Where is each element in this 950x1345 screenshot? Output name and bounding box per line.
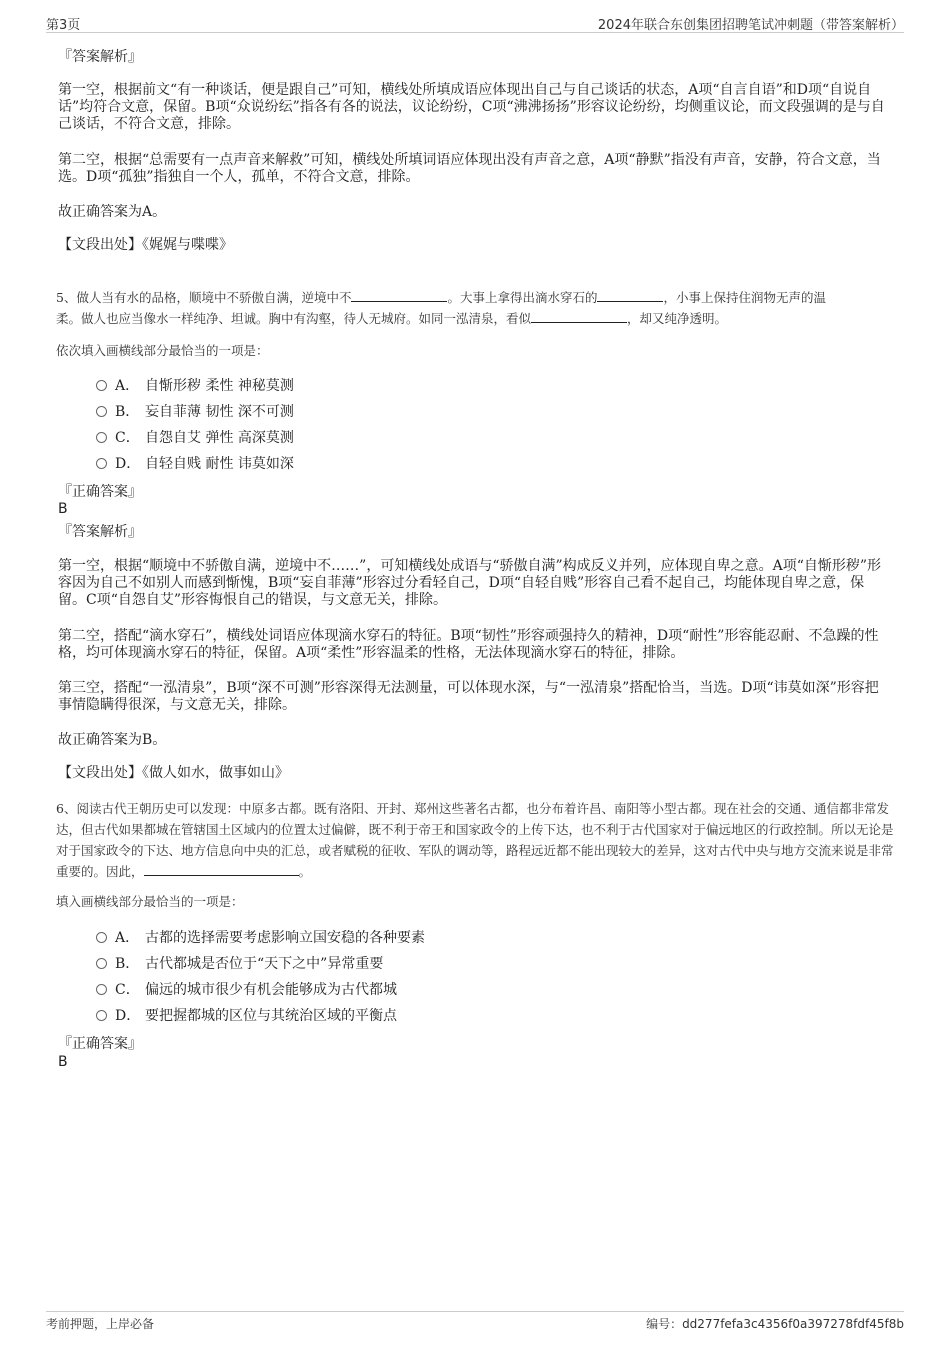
q5-analysis-p2: 第二空，搭配“滴水穿石”，横线处词语应体现滴水穿石的特征。B项“韧性”形容顽强持久的精神，D项“耐性”形容能忍耐、不急躁的性格，均可体现滴水穿石的特征，保留。A项“柔性”形容温柔的性格，无法体现滴水穿石的特征，排除。 <box>58 628 879 661</box>
q4-analysis-p2: 第二空，根据“总需要有一点声音来解救”可知，横线处所填词语应体现出没有声音之意，A项“静默”指没有声音，安静，符合文意，当选。D项“孤独”指独自一个人，孤单，不符合文意，排除。 <box>58 152 881 185</box>
q5-instruction: 依次填入画横线部分最恰当的一项是： <box>56 343 269 358</box>
radio-icon[interactable] <box>96 1010 107 1021</box>
document-title: 2024年联合东创集团招聘笔试冲刺题（带答案解析） <box>597 18 904 33</box>
page-footer <box>46 1311 904 1332</box>
radio-icon[interactable] <box>96 432 107 443</box>
page-number: 第3页 <box>46 18 81 33</box>
q5-option-d[interactable]: D． 自轻自贱 耐性 讳莫如深 <box>96 455 294 473</box>
q4-conclusion: 故正确答案为A。 <box>58 204 167 220</box>
q6-option-a[interactable]: A． 古都的选择需要考虑影响立国安稳的各种要素 <box>96 929 425 947</box>
q5-blank-3 <box>531 310 627 323</box>
q5-blank-1 <box>351 289 447 302</box>
q5-blank-2 <box>597 289 663 302</box>
q5-conclusion: 故正确答案为B。 <box>58 732 167 748</box>
q6-correct-label: 『正确答案』 <box>58 1036 142 1052</box>
q5-option-c[interactable]: C． 自怨自艾 弹性 高深莫测 <box>96 429 294 447</box>
q6-stem: 6、阅读古代王朝历史可以发现：中原多古都。既有洛阳、开封、郑州这些著名古都，也分布着许昌、南阳等小型古都。现在社会的交通、通信都非常发达，但古代如果都城在管辖国土区域内的位置太过偏僻，既不利于帝王和国家政令的上传下达，也不利于古代国家对于偏远地区的行政控制。所以无论是对于国家政令的下达、地方信息向中央的汇总，或者赋税的征收、军队的调动等，路程远近都不能出现较大的差异，这对古代中央与地方交流来说是非常重要的。因此， 。 <box>56 801 894 879</box>
q5-analysis-p3: 第三空，搭配“一泓清泉”，B项“深不可测”形容深得无法测量，可以体现水深，与“一泓清泉”搭配恰当，当选。D项“讳莫如深”形容把事情隐瞒得很深，与文意无关，排除。 <box>58 680 879 713</box>
q5-analysis-p1: 第一空，根据“顺境中不骄傲自满，逆境中不……”，可知横线处成语与“骄傲自满”构成反义并列，应体现自卑之意。A项“自惭形秽”形容因为自己不如别人而感到惭愧，B项“妄自菲薄”形容过分看轻自己，D项“自轻自贱”形容自己看不起自己，均能体现自卑之意，保留。C项“自怨自艾”形容悔恨自己的错误，与文意无关，排除。 <box>58 558 882 608</box>
q5-correct-answer: B <box>58 501 68 517</box>
radio-icon[interactable] <box>96 984 107 995</box>
q5-option-b[interactable]: B． 妄自菲薄 韧性 深不可测 <box>96 403 294 421</box>
q6-option-b[interactable]: B． 古代都城是否位于“天下之中”异常重要 <box>96 955 383 973</box>
document-code: 编号：dd277fefa3c4356f0a397278fdf45f8b <box>646 1317 904 1331</box>
q6-correct-answer: B <box>58 1054 68 1070</box>
q5-source: 【文段出处】《做人如水，做事如山》 <box>58 765 289 781</box>
q4-analysis-p1: 第一空，根据前文“有一种谈话，便是跟自己”可知，横线处所填成语应体现出自己与自己谈话的状态，A项“自言自语”和D项“自说自话”均符合文意，保留。B项“众说纷纭”指各有各的说法，议论纷纷，C项“沸沸扬扬”形容议论纷纷，均侧重议论，而文段强调的是与自己谈话，不符合文意，排除。 <box>58 82 885 132</box>
q5-analysis-label: 『答案解析』 <box>58 524 142 540</box>
q4-analysis-label: 『答案解析』 <box>58 49 142 65</box>
footer-slogan: 考前押题，上岸必备 <box>46 1317 155 1331</box>
q6-instruction: 填入画横线部分最恰当的一项是： <box>56 894 244 909</box>
radio-icon[interactable] <box>96 958 107 969</box>
radio-icon[interactable] <box>96 380 107 391</box>
q6-blank <box>144 863 299 876</box>
q5-option-a[interactable]: A． 自惭形秽 柔性 神秘莫测 <box>96 377 294 395</box>
q5-correct-label: 『正确答案』 <box>58 484 142 500</box>
q4-source: 【文段出处】《娓娓与喋喋》 <box>58 237 233 253</box>
q6-option-c[interactable]: C． 偏远的城市很少有机会能够成为古代都城 <box>96 981 397 999</box>
radio-icon[interactable] <box>96 932 107 943</box>
q5-stem: 5、做人当有水的品格，顺境中不骄傲自满，逆境中不 。大事上拿得出滴水穿石的 ，小事上保持住润物无声的温 柔。做人也应当像水一样纯净、坦诚。胸中有沟壑，待人无城府。如同一泓清泉，看似 ，却又纯净透明。 <box>56 290 826 326</box>
radio-icon[interactable] <box>96 458 107 469</box>
radio-icon[interactable] <box>96 406 107 417</box>
q6-option-d[interactable]: D． 要把握都城的区位与其统治区域的平衡点 <box>96 1007 397 1025</box>
page-header <box>46 12 904 33</box>
